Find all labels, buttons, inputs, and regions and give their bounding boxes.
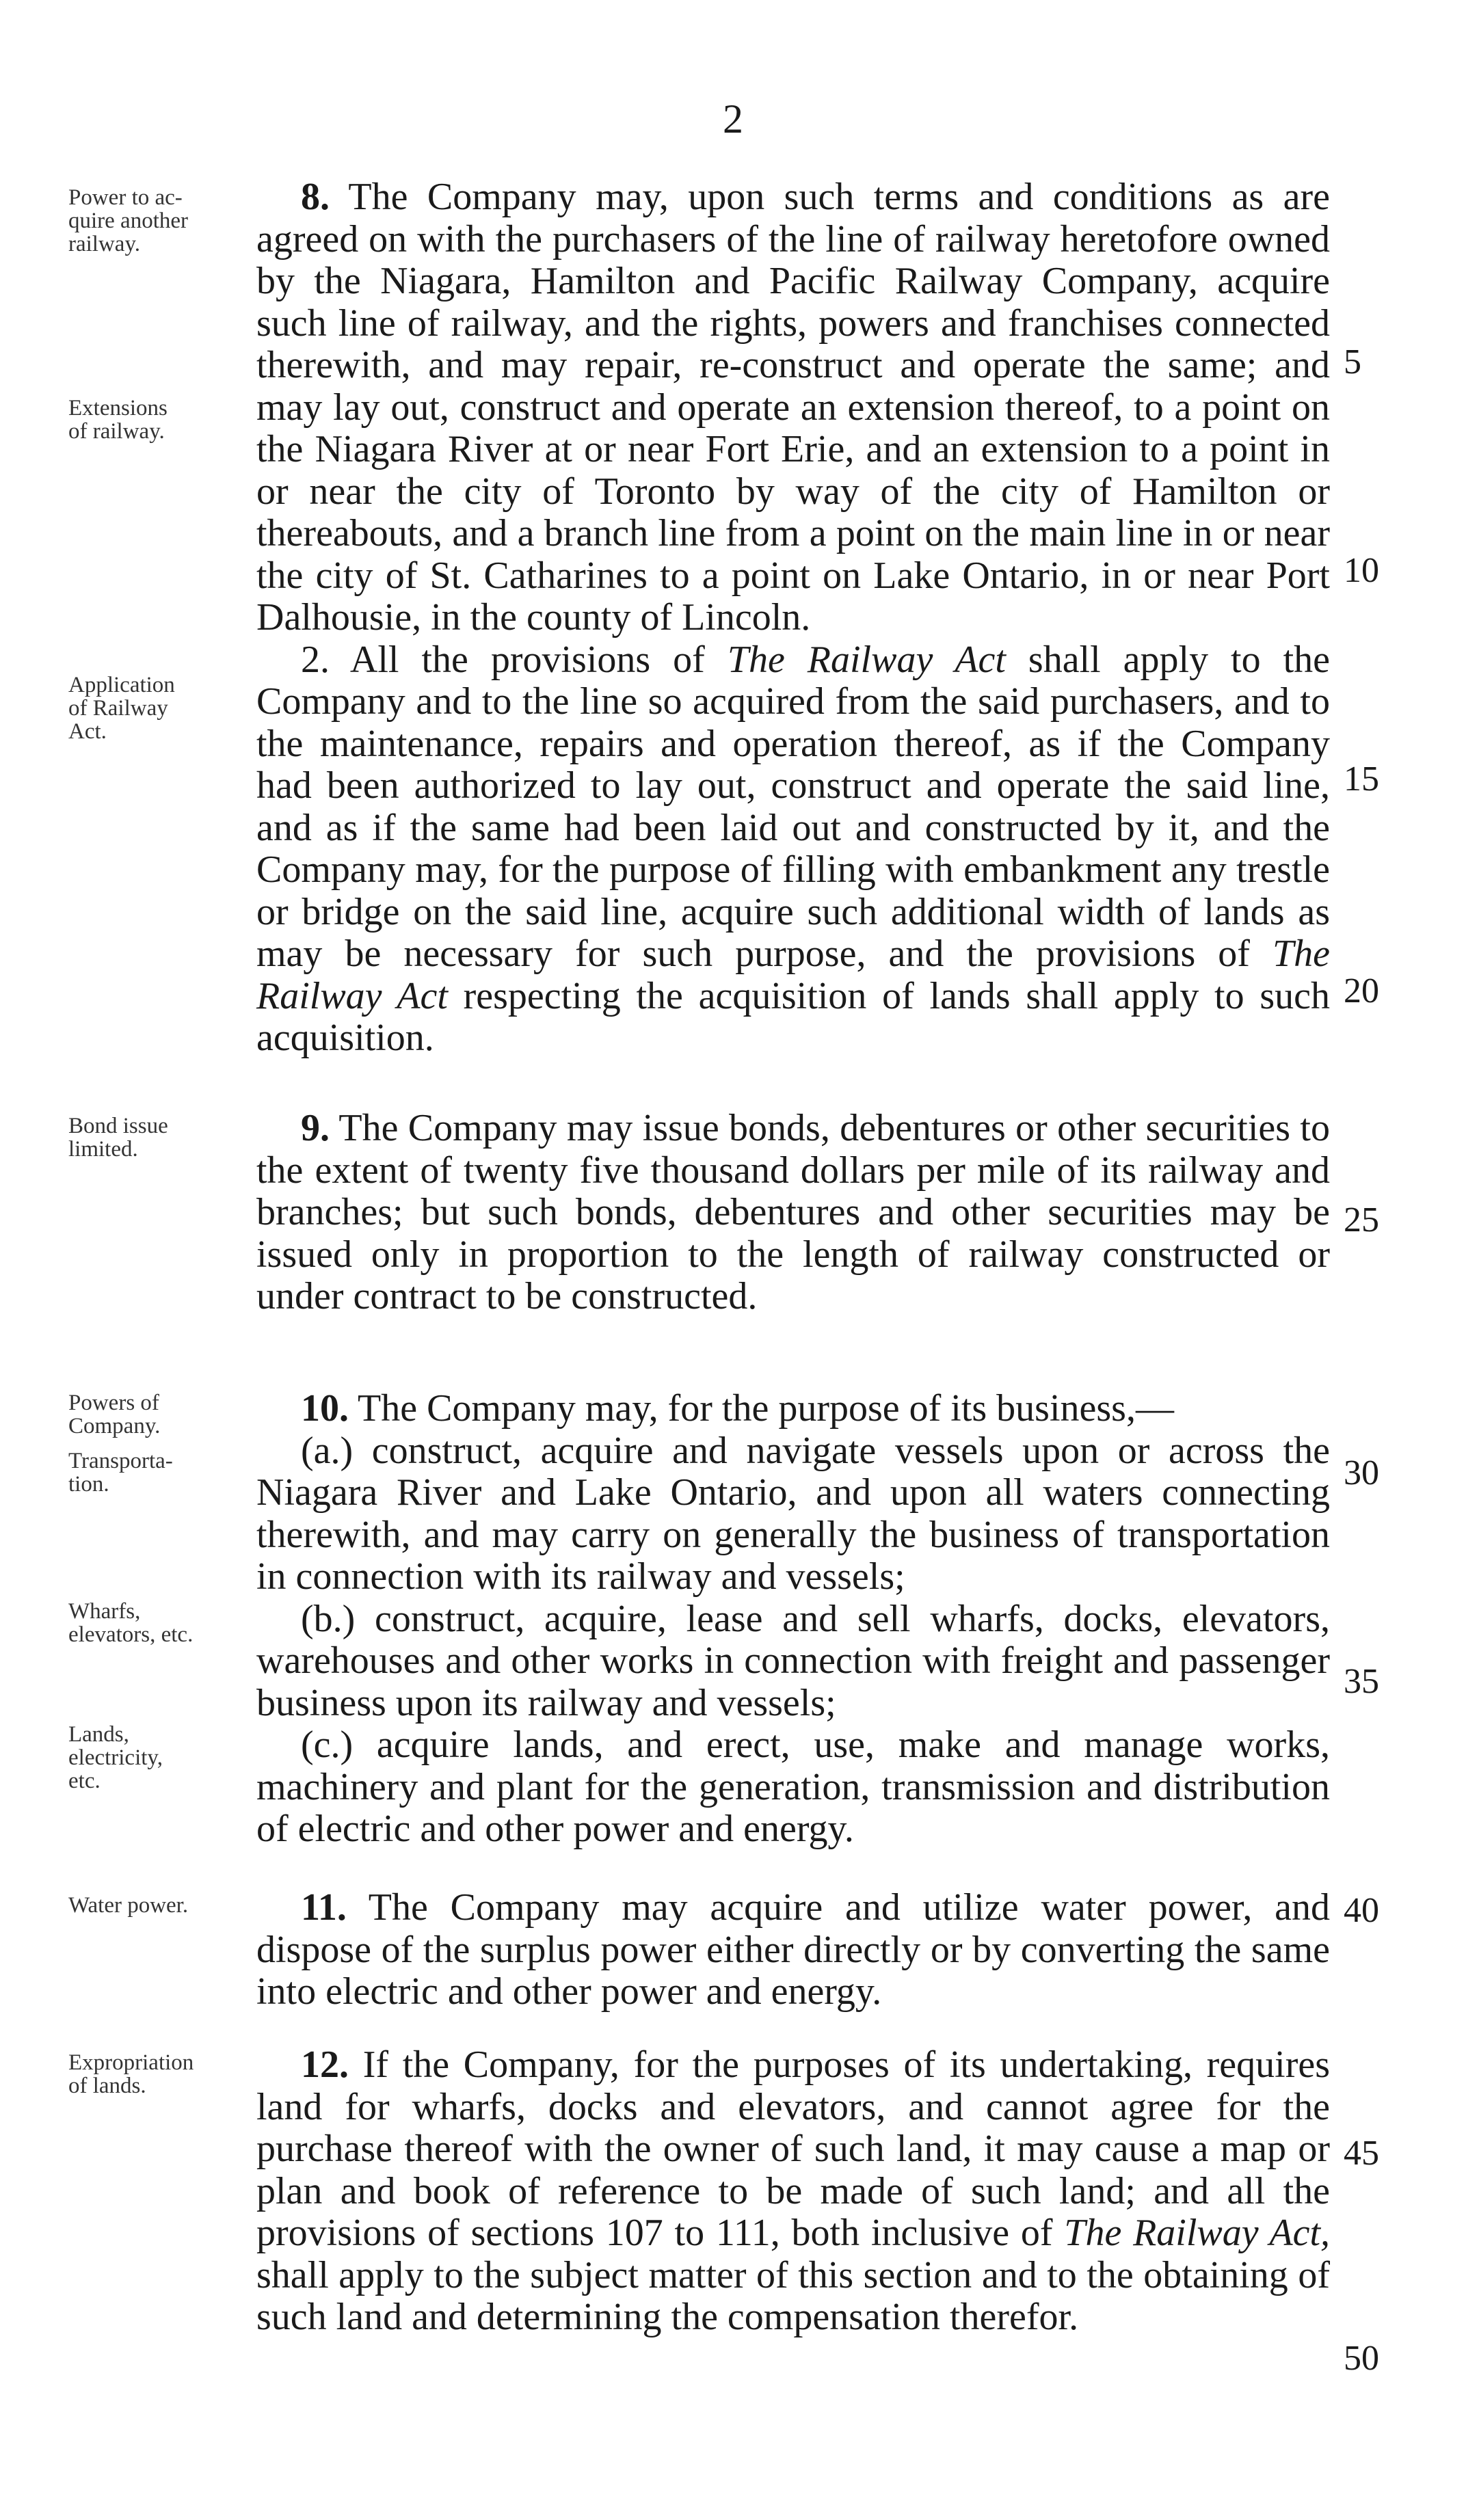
- section-12-paragraph: [256, 2044, 1330, 2339]
- subsection-text: respecting the acquisition of lands shall apply to such acquisition.: [256, 974, 1330, 1059]
- clause-text: acquire lands, and erect, use, make and manage works, machinery and plant for the generation, transmission and distribution of electric and other power and energy.: [256, 1724, 1331, 1850]
- subsection-number: 2.: [301, 638, 330, 681]
- margin-note-line: Expropriation: [68, 2050, 194, 2075]
- subsection-text: shall apply to the Company and to the line so acquired from the said purchasers, and to the maintenance, repairs and operation thereof, as if the Company had been authorized to lay out, construct and operate the said line, and as if the same had been laid out and constructed by it, and the Company may, for the purpose of filling with embankment any trestle or bridge on the said line, acquire such additional width of lands as may be necessary for such purpose, and the provisions of: [256, 638, 1331, 975]
- section-8-paragraph: [256, 176, 1330, 639]
- section-text: The Company may, upon such terms and conditions as are agreed on with the purchasers of the line of railway heretofore owned by the Niagara, Hamilton and Pacific Railway Company, acquire such line of railway, and the rights, powers and franchises connected therewith, and may repair, re-construct and operate the same; and may lay out, construct and operate an extension thereof, to a point on the Niagara River at or near Fort Erie, and an extension to a point in or near the city of Toronto by way of the city of Hamilton or thereabouts, and a branch line from a point on the main line in or near the city of St. Catharines to a point on Lake Ontario, in or near Port Dalhousie, in the county of Lincoln.: [256, 176, 1330, 639]
- margin-note-power-acquire: [68, 186, 267, 256]
- section-text: The Company may, for the purpose of its business,—: [358, 1387, 1174, 1430]
- margin-note-application: [68, 673, 267, 743]
- margin-note-line: elevators, etc.: [68, 1622, 194, 1647]
- line-number: 15: [1344, 760, 1379, 799]
- act-title: The Railway Act,: [1064, 2212, 1331, 2254]
- margin-note-line: of lands.: [68, 2074, 146, 2098]
- section-number: 8.: [301, 176, 330, 218]
- section-number: 9.: [301, 1107, 330, 1149]
- margin-note-line: of Railway: [68, 696, 168, 721]
- margin-note-line: Application: [68, 673, 175, 697]
- margin-note-extensions: [68, 397, 267, 443]
- margin-note-line: railway.: [68, 232, 141, 256]
- line-number: 50: [1344, 2339, 1379, 2378]
- line-number: 10: [1344, 551, 1379, 590]
- act-title: The Railway Act: [727, 638, 1006, 681]
- section-11: [256, 1887, 1330, 2013]
- margin-note-line: tion.: [68, 1472, 109, 1497]
- margin-note-line: Water power.: [68, 1893, 189, 1918]
- section-11-paragraph: [256, 1887, 1330, 2013]
- page-number: 2: [723, 96, 743, 142]
- section-number: 11.: [301, 1886, 347, 1929]
- section-text: The Company may acquire and utilize water power, and dispose of the surplus power either directly or by converting the same into electric and other power and energy.: [256, 1886, 1330, 2013]
- act-title: The Railway Act: [256, 933, 1331, 1017]
- margin-note-line: etc.: [68, 1769, 101, 1793]
- margin-note-line: Extensions: [68, 396, 168, 420]
- margin-note-powers: [68, 1391, 267, 1438]
- section-12: [256, 2044, 1330, 2339]
- section-9-paragraph: [256, 1108, 1330, 1318]
- section-9: [256, 1108, 1330, 1318]
- margin-note-line: limited.: [68, 1137, 138, 1162]
- section-text: If the Company, for the purposes of its undertaking, requires land for wharfs, docks and elevators, and cannot agree for the purchase thereof with the owner of such land, it may cause a map or plan and book of reference to be made of such land; and all the provisions of sections 107 to 111, both inclusive of: [256, 2043, 1330, 2254]
- line-number: 20: [1344, 971, 1379, 1010]
- section-10-clause-b: [256, 1598, 1330, 1725]
- line-number: 5: [1344, 343, 1361, 381]
- margin-note-line: of railway.: [68, 419, 165, 444]
- margin-note-line: electricity,: [68, 1745, 163, 1770]
- section-text: shall apply to the subject matter of this section and to the obtaining of such land and determining the compensation therefor.: [256, 2253, 1330, 2338]
- section-10-clause-a: [256, 1430, 1330, 1598]
- margin-note-line: Powers of: [68, 1391, 159, 1415]
- margin-note-bond-issue: [68, 1114, 267, 1161]
- margin-note-line: Wharfs,: [68, 1599, 141, 1624]
- subsection-text: All the provisions of: [349, 638, 705, 681]
- clause-text: construct, acquire, lease and sell wharfs, docks, elevators, warehouses and other works in connection with freight and passenger business upon its railway and vessels;: [256, 1597, 1330, 1724]
- line-number: 45: [1344, 2134, 1379, 2173]
- margin-note-line: Power to ac-: [68, 185, 183, 210]
- clause-label: (b.): [301, 1597, 356, 1640]
- section-number: 10.: [301, 1387, 349, 1430]
- margin-note-expropriation: [68, 2051, 267, 2097]
- clause-label: (a.): [301, 1429, 354, 1472]
- margin-note-line: Bond issue: [68, 1114, 168, 1138]
- margin-note-transportation: [68, 1449, 267, 1496]
- clause-label: (c.): [301, 1724, 354, 1766]
- margin-note-line: Company.: [68, 1414, 161, 1438]
- line-number: 40: [1344, 1891, 1379, 1930]
- line-number: 35: [1344, 1662, 1379, 1701]
- line-number: 25: [1344, 1201, 1379, 1239]
- line-number: 30: [1344, 1453, 1379, 1492]
- section-10-paragraph: [256, 1388, 1330, 1430]
- margin-note-line: Transporta-: [68, 1449, 173, 1473]
- section-8: [256, 176, 1330, 1060]
- margin-note-lands: [68, 1723, 267, 1793]
- section-number: 12.: [301, 2043, 349, 2086]
- margin-note-line: quire another: [68, 209, 189, 233]
- margin-note-line: Lands,: [68, 1722, 129, 1747]
- section-10-clause-c: [256, 1724, 1330, 1851]
- section-text: The Company may issue bonds, debentures or other securities to the extent of twenty five thousand dollars per mile of its railway and branches; but such bonds, debentures and other securities may be issued only in proportion to the length of railway constructed or under contract to be constructed.: [256, 1107, 1330, 1317]
- margin-note-line: Act.: [68, 719, 107, 744]
- section-8-subsection-2: [256, 639, 1330, 1060]
- margin-note-wharfs: [68, 1600, 267, 1646]
- clause-text: construct, acquire and navigate vessels upon or across the Niagara River and Lake Ontario, and upon all waters connecting therewith, and may carry on generally the business of transportation in connection with its railway and vessels;: [256, 1429, 1330, 1598]
- section-10: [256, 1388, 1330, 1851]
- margin-note-water-power: [68, 1894, 267, 1917]
